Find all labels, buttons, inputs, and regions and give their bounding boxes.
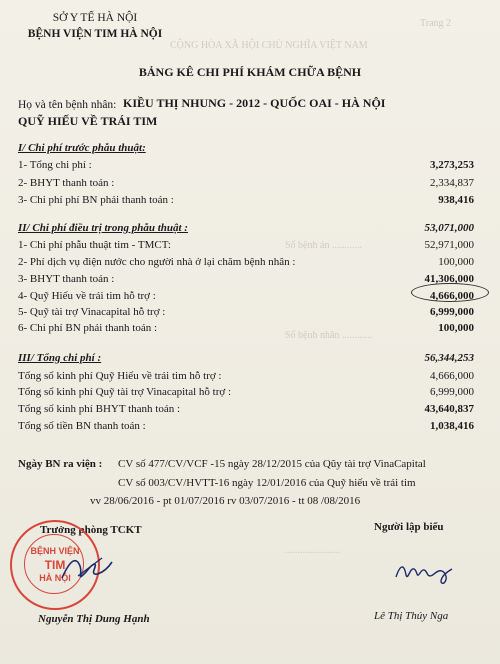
section3-row-label: Tổng số kinh phí Quỹ Hiếu về trái tim hỗ trợ : [18, 370, 222, 382]
fund-name: QUỸ HIẾU VỀ TRÁI TIM [18, 114, 158, 128]
left-signature-mark [58, 552, 118, 586]
stamp-line: HÀ NỘI [39, 573, 71, 583]
section3-row-value: 4,666,000 [430, 370, 474, 382]
bleed-through-text: Trang 2 [420, 18, 452, 29]
section2-row-label: 5- Quỹ tài trợ Vinacapital hỗ trợ : [18, 306, 166, 318]
section2-row-value: 100,000 [438, 322, 474, 334]
patient-value: KIỀU THỊ NHUNG - 2012 - QUỐC OAI - HÀ NỘI [123, 96, 386, 110]
section3-row-value: 43,640,837 [424, 403, 474, 415]
bleed-through-text: Số bệnh nhân ............ [285, 330, 372, 341]
discharge-line: CV số 003/CV/HVTT-16 ngày 12/01/2016 của Quỹ hiếu về trái tim [118, 477, 416, 489]
section2-row-label: 1- Chi phí phẫu thuật tim - TMCT: [18, 239, 171, 251]
section2-title: II/ Chi phí điều trị trong phẫu thuật : [18, 222, 188, 234]
section3-row-value: 6,999,000 [430, 386, 474, 398]
discharge-label: Ngày BN ra viện : [18, 458, 103, 470]
document-title: BẢNG KÊ CHI PHÍ KHÁM CHỮA BỆNH [138, 65, 362, 79]
section2-total: 53,071,000 [424, 222, 474, 234]
section3-row-label: Tổng số tiền BN thanh toán : [18, 420, 146, 432]
right-signature-title: Người lập biểu [374, 521, 444, 533]
section1-row-label: 3- Chi phí phí BN phải thanh toán : [18, 194, 174, 206]
section2-row-label: 4- Quỹ Hiếu về trái tim hỗ trợ : [18, 290, 156, 302]
section2-row-value: 6,999,000 [430, 306, 474, 318]
section2-row-label: 6- Chi phí BN phải thanh toán : [18, 322, 158, 334]
section1-row-label: 2- BHYT thanh toán : [18, 177, 115, 189]
section3-row-label: Tổng số kinh phí Quỹ tài trợ Vinacapital hỗ trợ : [18, 386, 232, 398]
stamp-line: TIM [44, 558, 66, 572]
section2-row-value: 52,971,000 [424, 239, 474, 251]
section1-title: I/ Chi phí trước phẫu thuật: [18, 142, 146, 154]
left-signature-title: Trưởng phòng TCKT [40, 524, 142, 536]
section1-row-label: 1- Tổng chi phí : [18, 159, 92, 171]
right-signature-name: Lê Thị Thúy Nga [374, 610, 449, 622]
section3-row-value: 1,038,416 [430, 420, 474, 432]
bleed-through-text: ...................... [285, 545, 340, 556]
discharge-line: CV số 477/CV/VCF -15 ngày 28/12/2015 của Qũy tài trợ VinaCapital [118, 458, 426, 470]
section2-row-value: 4,666,000 [430, 290, 474, 302]
patient-label: Họ và tên bệnh nhân: [18, 99, 117, 111]
section1-row-value: 3,273,253 [430, 159, 474, 171]
section1-row-value: 2,334,837 [430, 177, 474, 189]
bleed-through-text: Số bệnh án ............ [285, 240, 362, 251]
left-signature-name: Nguyễn Thị Dung Hạnh [38, 613, 150, 625]
section2-row-value: 100,000 [438, 256, 474, 268]
section2-row-label: 2- Phí dịch vụ điện nước cho người nhà ở lại chăm bệnh nhân : [18, 256, 296, 268]
ministry-name: SỞ Y TẾ HÀ NỘI [52, 12, 138, 24]
discharge-line: vv 28/06/2016 - pt 01/07/2016 rv 03/07/2016 - tt 08 /08/2016 [90, 495, 361, 507]
section2-row-label: 3- BHYT thanh toán : [18, 273, 115, 285]
stamp-line: BỆNH VIỆN [30, 546, 80, 556]
section2-row-value: 41,306,000 [424, 273, 474, 285]
hospital-name: BỆNH VIỆN TIM HÀ NỘI [27, 28, 163, 40]
right-signature-mark [392, 557, 462, 587]
bleed-through-text: CỘNG HÒA XÃ HỘI CHỦ NGHĨA VIỆT NAM [170, 40, 368, 51]
section3-total: 56,344,253 [424, 352, 474, 364]
section3-title: III/ Tổng chi phí : [18, 352, 102, 364]
section3-row-label: Tổng số kinh phí BHYT thanh toán : [18, 403, 181, 415]
section1-row-value: 938,416 [438, 194, 474, 206]
